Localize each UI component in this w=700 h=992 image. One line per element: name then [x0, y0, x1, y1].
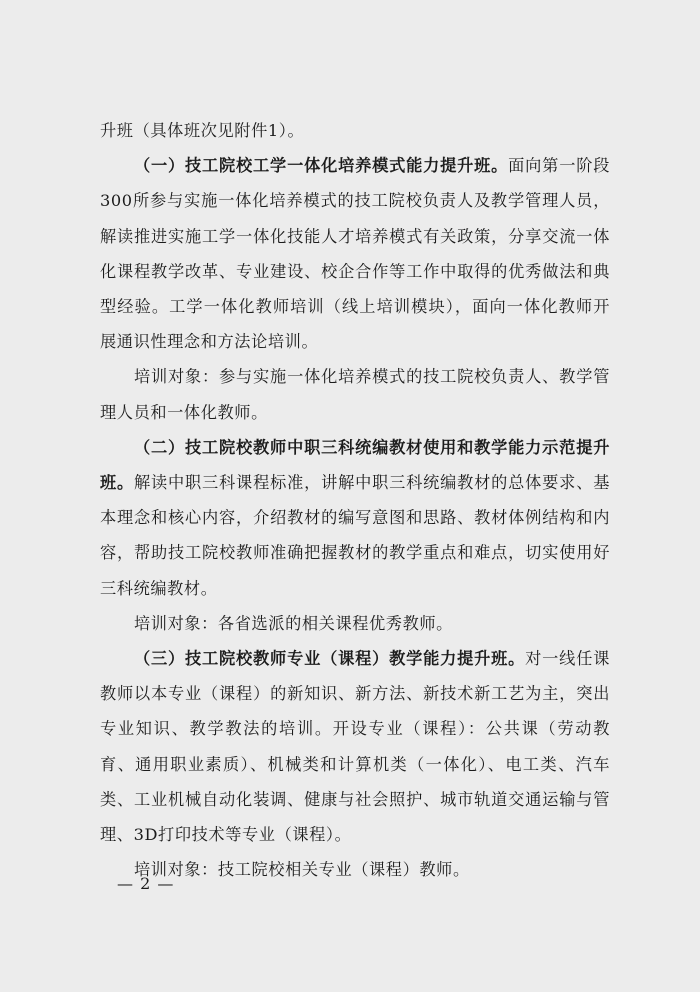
paragraph-section-3-target — [100, 852, 610, 887]
section-1-text: 面向第一阶段300所参与实施一体化培养模式的技工院校负责人及教学管理人员，解读推进实施工学一体化技能人才培养模式有关政策，分享交流一体化课程教学改革、专业建设、校企合作等工作中取得的优秀做法和典型经验。工学一体化教师培训（线上培训模块），面向一体化教师开展通识性理念和方法论培训。 — [100, 156, 610, 352]
paragraph-continuation — [100, 113, 610, 148]
document-body — [100, 113, 610, 887]
section-3-text: 对一线任课教师以本专业（课程）的新知识、新方法、新技术新工艺为主，突出专业知识、教学教法的培训。开设专业（课程）：公共课（劳动教育、通用职业素质）、机械类和计算机类（一体化）、电工类、汽车类、工业机械自动化装调、健康与社会照护、城市轨道交通运输与管理、3D打印技术等专业（课程）。 — [100, 649, 610, 845]
paragraph-section-2 — [100, 430, 610, 606]
paragraph-section-1 — [100, 148, 610, 359]
page-number: — 2 — — [117, 874, 175, 893]
section-1-target-text: 培训对象：参与实施一体化培养模式的技工院校负责人、教学管理人员和一体化教师。 — [100, 367, 610, 422]
paragraph-text: 升班（具体班次见附件1）。 — [100, 121, 305, 140]
section-3-target-text: 培训对象：技工院校相关专业（课程）教师。 — [134, 860, 470, 880]
section-2-heading: （二）技工院校教师中职三科统编教材使用和教学能力示范提升班。 — [100, 437, 610, 493]
paragraph-section-1-target — [100, 359, 610, 429]
section-2-text: 解读中职三科课程标准，讲解中职三科统编教材的总体要求、基本理念和核心内容，介绍教材的编写意图和思路、教材体例结构和内容，帮助技工院校教师准确把握教材的教学重点和难点，切实使用好三科统编教材。 — [100, 473, 610, 598]
paragraph-section-2-target — [100, 606, 610, 641]
section-3-heading: （三）技工院校教师专业（课程）教学能力提升班。 — [134, 649, 526, 669]
section-2-target-text: 培训对象：各省选派的相关课程优秀教师。 — [134, 613, 453, 633]
section-1-heading: （一）技工院校工学一体化培养模式能力提升班。 — [134, 156, 509, 176]
paragraph-section-3 — [100, 641, 610, 852]
